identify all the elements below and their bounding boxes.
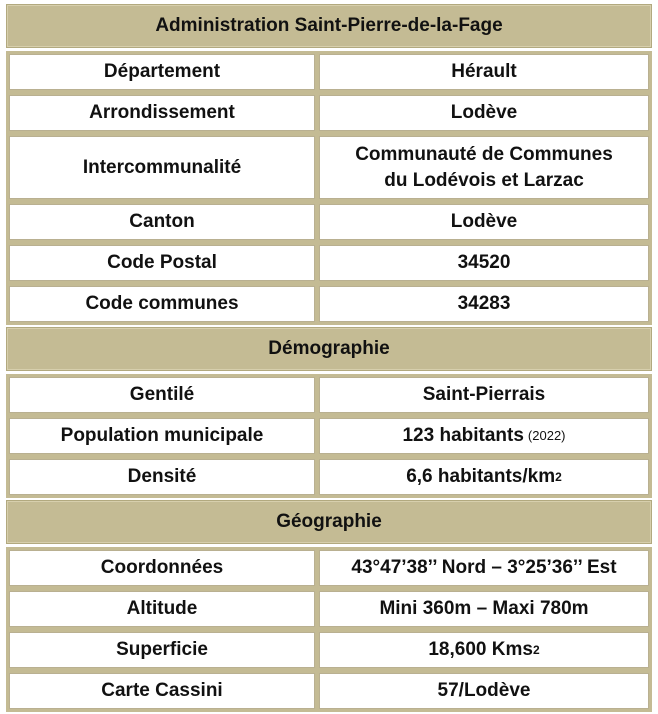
table-row-intercommunalite (6, 133, 652, 202)
row-label-code-postal: Code Postal (9, 245, 315, 281)
table-row-densite (6, 456, 652, 498)
table-row-arrondissement (6, 92, 652, 134)
row-value-intercommunalite (319, 136, 649, 199)
row-value-population (319, 418, 649, 454)
row-label-coordonnees: Coordonnées (9, 550, 315, 586)
row-label-densite: Densité (9, 459, 315, 495)
table-row-code-communes (6, 283, 652, 325)
row-value-superficie: 18,600 Kms 2 (319, 632, 649, 668)
section-header-geographie (6, 500, 652, 544)
row-label-altitude: Altitude (9, 591, 315, 627)
row-value-departement: Hérault (319, 54, 649, 90)
table-row-code-postal (6, 242, 652, 284)
row-label-code-communes: Code communes (9, 286, 315, 322)
superficie-value: 18,600 Kms (428, 639, 533, 661)
row-value-gentile: Saint-Pierrais (319, 377, 649, 413)
table-row-carte-cassini (6, 670, 652, 712)
population-value: 123 habitants (402, 425, 524, 447)
row-value-code-communes: 34283 (319, 286, 649, 322)
table-row-coordonnees (6, 547, 652, 589)
section-title-administration: Administration Saint-Pierre-de-la-Fage (155, 15, 503, 36)
table-row-gentile (6, 374, 652, 416)
row-label-canton: Canton (9, 204, 315, 240)
intercommunalite-line-2: du Lodévois et Larzac (384, 169, 584, 191)
row-label-superficie: Superficie (9, 632, 315, 668)
row-value-coordonnees: 43°47’38’’ Nord – 3°25’36’’ Est (319, 550, 649, 586)
section-header-administration (6, 4, 652, 48)
section-title-demographie: Démographie (268, 338, 390, 359)
section-title-geographie: Géographie (276, 511, 382, 532)
table-row-population (6, 415, 652, 457)
table-row-canton (6, 201, 652, 243)
row-value-canton: Lodève (319, 204, 649, 240)
population-year: (2022) (527, 428, 566, 444)
row-value-code-postal: 34520 (319, 245, 649, 281)
row-label-intercommunalite: Intercommunalité (9, 136, 315, 199)
row-label-carte-cassini: Carte Cassini (9, 673, 315, 709)
row-value-altitude: Mini 360m – Maxi 780m (319, 591, 649, 627)
table-row-altitude (6, 588, 652, 630)
row-label-departement: Département (9, 54, 315, 90)
row-value-densite: 6,6 habitants/km 2 (319, 459, 649, 495)
row-value-arrondissement: Lodève (319, 95, 649, 131)
table-row-departement (6, 51, 652, 93)
section-header-demographie (6, 327, 652, 371)
row-label-population: Population municipale (9, 418, 315, 454)
row-value-carte-cassini: 57/Lodève (319, 673, 649, 709)
densite-value: 6,6 habitants/km (406, 466, 556, 488)
intercommunalite-line-1: Communauté de Communes (355, 143, 613, 165)
row-label-gentile: Gentilé (9, 377, 315, 413)
table-row-superficie (6, 629, 652, 671)
row-label-arrondissement: Arrondissement (9, 95, 315, 131)
